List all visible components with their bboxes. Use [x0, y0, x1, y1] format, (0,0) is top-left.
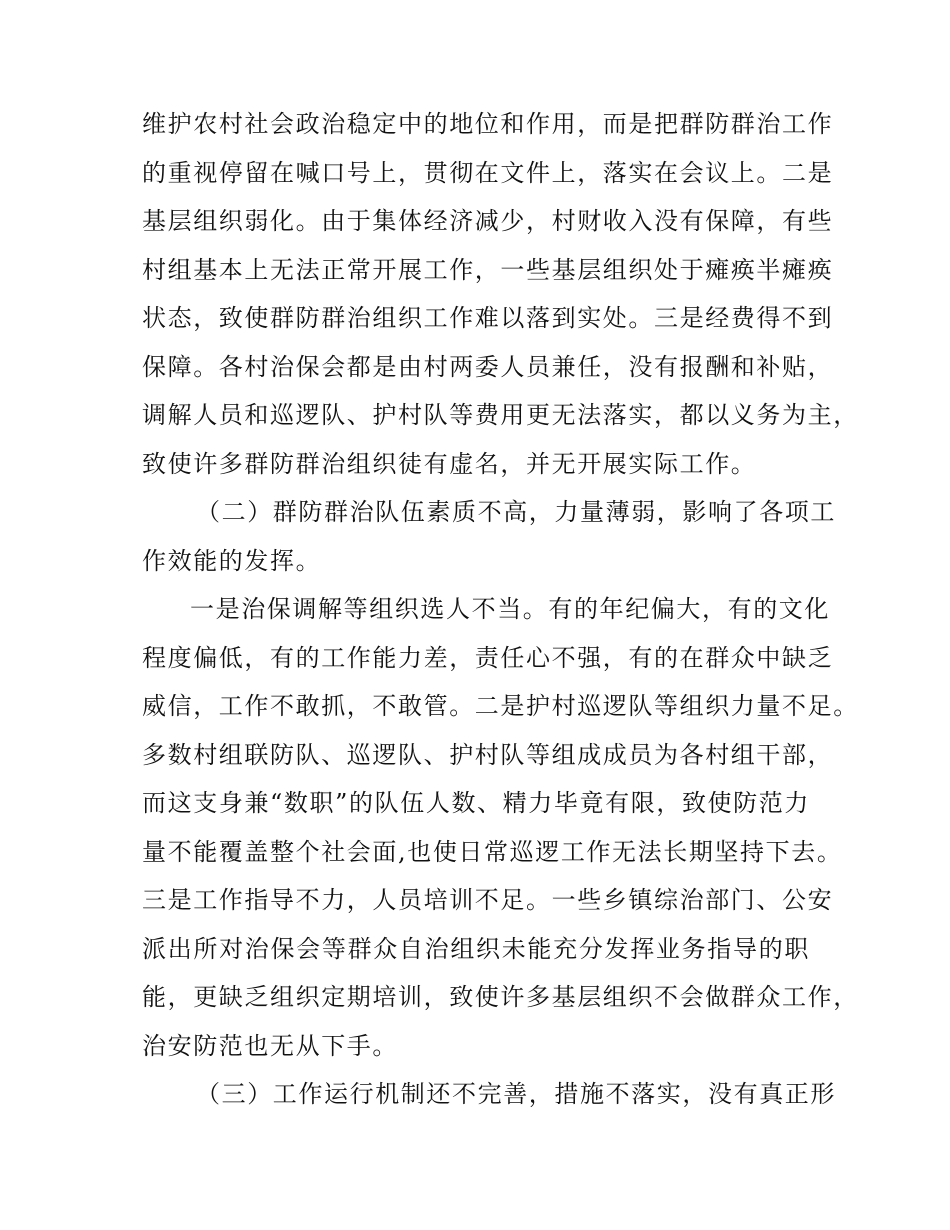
- text-line: 调解人员和巡逻队、护村队等费用更无法落实，都以义务为主，: [142, 401, 859, 429]
- text-line: （二）群防群治队伍素质不高，力量薄弱，影响了各项工: [196, 498, 836, 526]
- text-line: 能，更缺乏组织定期培训，致使许多基层组织不会做群众工作，: [142, 983, 859, 1011]
- paragraph-body: [142, 585, 859, 1070]
- text-line: 的重视停留在喊口号上，贯彻在文件上，落实在会议上。二是: [142, 158, 834, 187]
- text-line: 作效能的发挥。: [142, 546, 322, 575]
- document-body: [142, 100, 859, 1119]
- text-line: 程度偏低，有的工作能力差，责任心不强，有的在群众中缺乏: [142, 643, 834, 672]
- text-line: 威信，工作不敢抓，不敢管。二是护村巡逻队等组织力量不足。: [142, 692, 859, 720]
- text-line: 村组基本上无法正常开展工作，一些基层组织处于瘫痪半瘫痪: [142, 255, 834, 284]
- text-line: 致使许多群防群治组织徒有虚名，并无开展实际工作。: [142, 449, 757, 478]
- text-line: 一是治保调解等组织选人不当。有的年纪偏大，有的文化: [190, 595, 830, 623]
- text-line: 三是工作指导不力，人员培训不足。一些乡镇综治部门、公安: [142, 886, 834, 914]
- text-line: 基层组织弱化。由于集体经济减少，村财收入没有保障，有些: [142, 207, 834, 235]
- text-line: 量不能覆盖整个社会面,也使日常巡逻工作无法长期坚持下去。: [142, 837, 843, 866]
- section-heading-2: [142, 488, 836, 585]
- text-line: 治安防范也无从下手。: [142, 1031, 398, 1060]
- section-heading-3: [142, 1070, 836, 1119]
- text-line: （三）工作运行机制还不完善，措施不落实，没有真正形: [196, 1080, 836, 1108]
- paragraph-continuation: [142, 100, 859, 488]
- text-line: 状态，致使群防群治组织工作难以落到实处。三是经费得不到: [142, 304, 834, 332]
- text-line: 保障。各村治保会都是由村两委人员兼任，没有报酬和补贴，: [142, 352, 834, 381]
- text-line: 多数村组联防队、巡逻队、护村队等组成成员为各村组干部，: [142, 740, 834, 769]
- text-line: 维护农村社会政治稳定中的地位和作用，而是把群防群治工作: [142, 110, 834, 138]
- text-line: 而这支身兼“数职”的队伍人数、精力毕竟有限，致使防范力: [142, 789, 810, 817]
- text-line: 派出所对治保会等群众自治组织未能充分发挥业务指导的职: [142, 934, 810, 963]
